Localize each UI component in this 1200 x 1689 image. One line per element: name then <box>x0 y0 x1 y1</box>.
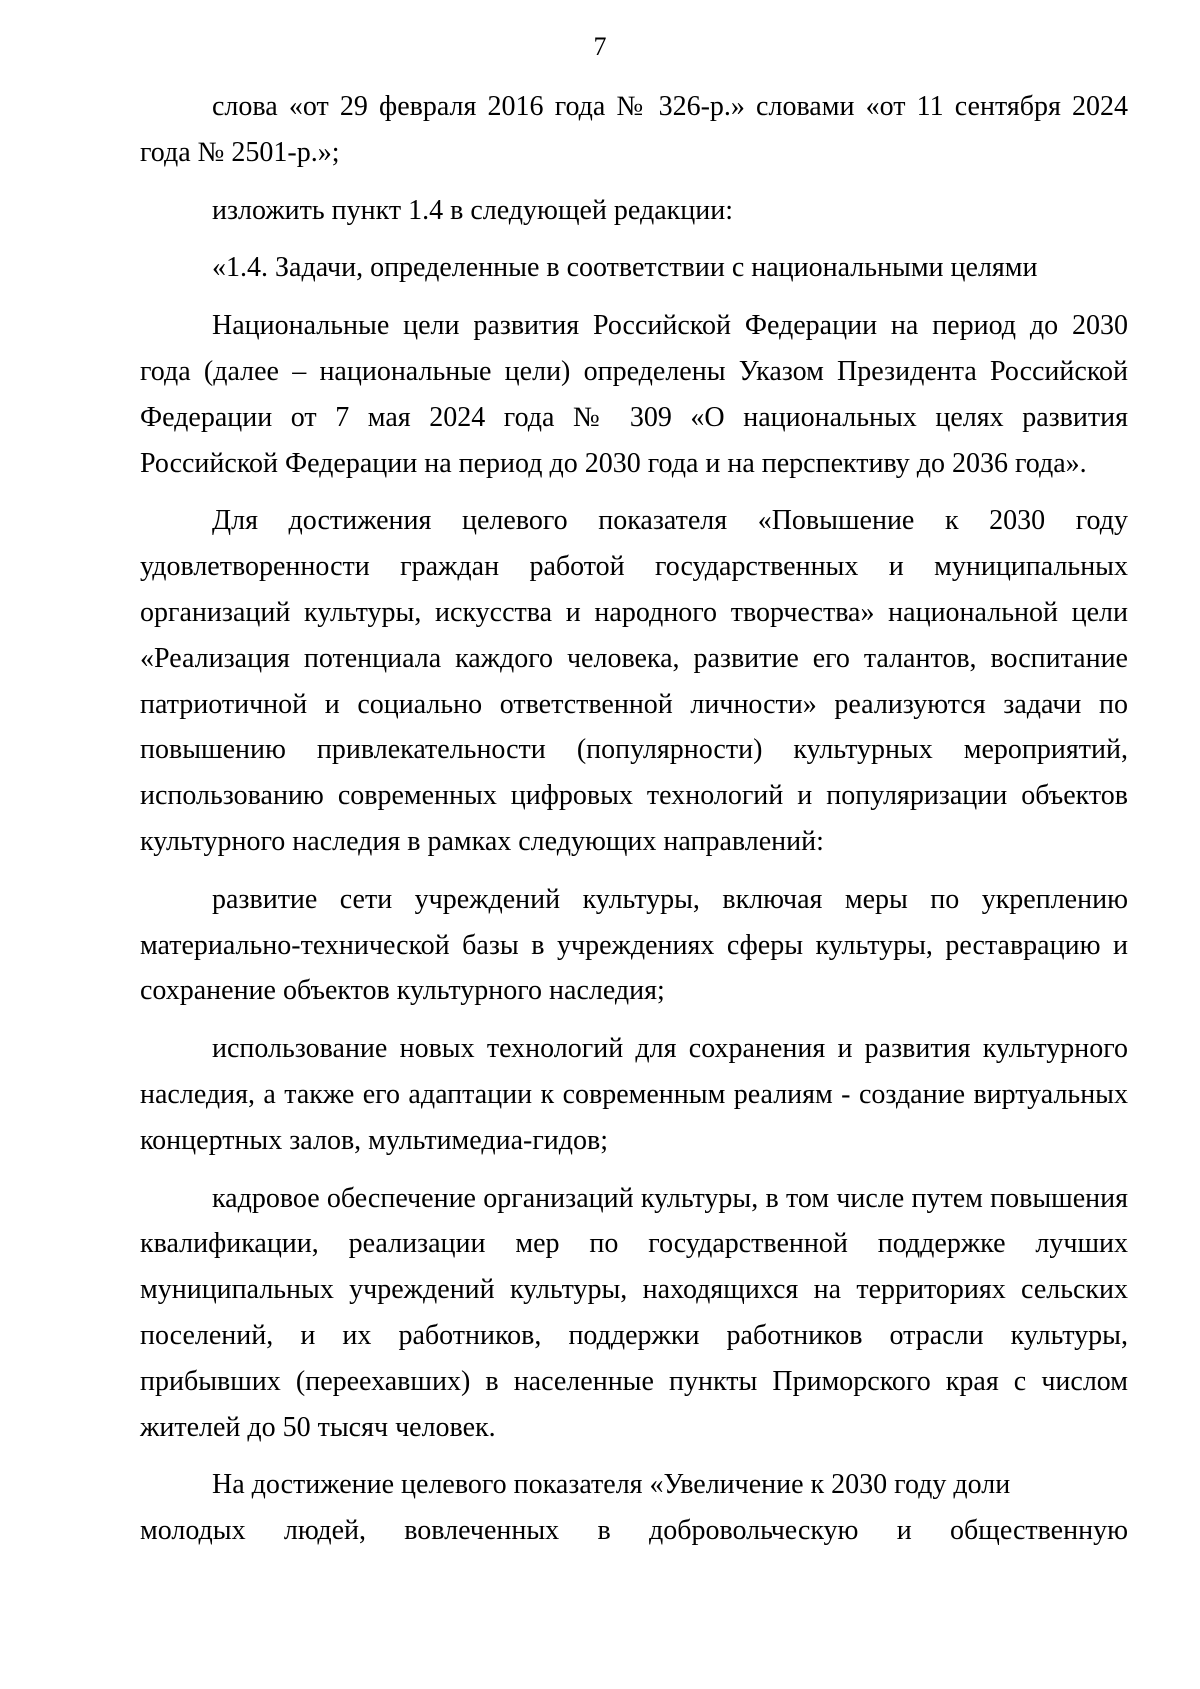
paragraph-section-heading: «1.4. Задачи, определенные в соответствии с национальными целями <box>212 252 1038 284</box>
paragraph-amendment-words: слова «от 29 февраля 2016 года № 326-р.» словами «от 11 сентября 2024 года № 2501-р.»; <box>140 91 1128 168</box>
word: людей, <box>283 1515 366 1547</box>
word: вовлеченных <box>404 1515 560 1547</box>
paragraph-restate-clause: изложить пункт 1.4 в следующей редакции: <box>212 194 733 226</box>
word: общественную <box>950 1515 1128 1547</box>
paragraph-direction-technology: использование новых технологий для сохранения и развития культурного наследия, а также его адаптации к современным реалиям - создание виртуальных концертных залов, мультимедиа-гидов; <box>140 1033 1128 1156</box>
word: в <box>597 1515 611 1547</box>
paragraph-direction-staffing: кадровое обеспечение организаций культуры, в том числе путем повышения квалификации, реализации мер по государственной поддержке лучших муниципальных учреждений культуры, находящихся на территориях сельских поселений, и их работников, поддержки работников отрасли культуры, прибывших (переехавших) в населенные пункты Приморского края с числом жителей до 50 тысяч человек. <box>140 1182 1128 1443</box>
word: молодых <box>140 1515 246 1547</box>
word: добровольческую <box>648 1515 859 1547</box>
document-body <box>140 84 1128 1554</box>
paragraph-youth-indicator-continued <box>140 1508 1128 1554</box>
word: и <box>896 1515 912 1547</box>
page-number: 7 <box>593 32 607 61</box>
paragraph-national-goals: Национальные цели развития Российской Федерации на период до 2030 года (далее – национальные цели) определены Указом Президента Российской Федерации от 7 мая 2024 года № 309 «О национальных целях развития Российской Федерации на период до 2030 года и на перспективу до 2036 года». <box>140 310 1128 479</box>
paragraph-target-indicator: Для достижения целевого показателя «Повышение к 2030 году удовлетворенности граждан работой государственных и муниципальных организаций культуры, искусства и народного творчества» национальной цели «Реализация потенциала каждого человека, развитие его талантов, воспитание патриотичной и социально ответственной личности» реализуются задачи по повышению привлекательности (популярности) культурных мероприятий, использованию современных цифровых технологий и популяризации объектов культурного наследия в рамках следующих направлений: <box>140 505 1128 857</box>
paragraph-direction-network: развитие сети учреждений культуры, включая меры по укреплению материально-технической базы в учреждениях сферы культуры, реставрацию и сохранение объектов культурного наследия; <box>140 883 1128 1007</box>
paragraph-youth-indicator: На достижение целевого показателя «Увеличение к 2030 году доли <box>212 1469 1011 1501</box>
